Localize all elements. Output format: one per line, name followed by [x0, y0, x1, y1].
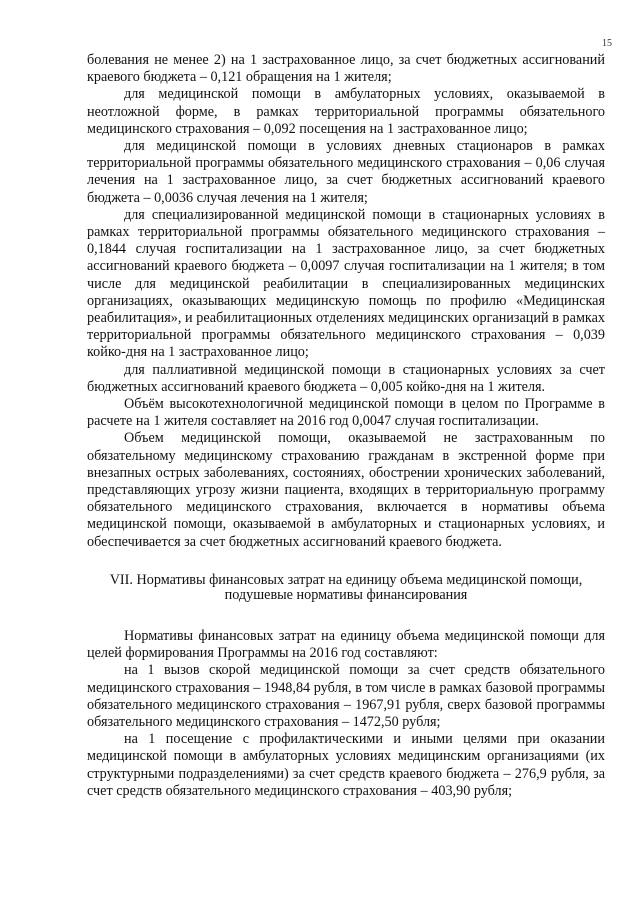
- page-number: 15: [602, 38, 612, 49]
- paragraph: Нормативы финансовых затрат на единицу объема медицинской помощи для целей формирования Программы на 2016 год составляют:: [87, 627, 605, 662]
- paragraph: на 1 посещение с профилактическими и иными целями при оказании медицинской помощи в амбулаторных условиях медицинским организациями (их структурными подразделениями) за счет средств краевого бюджета – 276,9 рубля, за счет средств обязательного медицинского страхования – 403,90 рубля;: [87, 731, 605, 799]
- paragraph: болевания не менее 2) на 1 застрахованное лицо, за счет бюджетных ассигнований краевого бюджета – 0,121 обращения на 1 жителя;: [87, 52, 605, 86]
- section-heading: [87, 573, 605, 604]
- paragraph: для специализированной медицинской помощи в стационарных условиях в рамках территориальной программы обязательного медицинского страхования – 0,1844 случая госпитализации на 1 застрахованное лицо, за счет бюджетных ассигнований краевого бюджета – 0,0097 случая госпитализации на 1 жителя; в том числе для медицинской реабилитации в специализированных медицинских организациях, оказывающих медицинскую помощь по профилю «Медицинская реабилитация», и реабилитационных отделениях медицинских организаций в рамках территориальной программы обязательного медицинского страхования – 0,039 койко-дня на 1 застрахованное лицо;: [87, 206, 605, 361]
- paragraph: на 1 вызов скорой медицинской помощи за счет средств обязательного медицинского страхования – 1948,84 рубля, в том числе в рамках базовой программы обязательного медицинского страхования – 1967,91 рубля, сверх базовой программы обязательного медицинского страхования – 1472,50 рубля;: [87, 662, 605, 730]
- section-heading-line: подушевые нормативы финансирования: [224, 587, 468, 604]
- paragraph: Объем медицинской помощи, оказываемой не застрахованным по обязательному медицинскому страхованию гражданам в экстренной форме при внезапных острых заболеваниях, состояниях, обострении хронических заболеваний, представляющих угрозу жизни пациента, входящих в территориальную программу обязательного медицинского страхования, включается в нормативы объема медицинской помощи, оказываемой в амбулаторных и стационарных условиях, и обеспечивается за счет бюджетных ассигнований краевого бюджета.: [87, 430, 605, 550]
- paragraph: Объём высокотехнологичной медицинской помощи в целом по Программе в расчете на 1 жителя составляет на 2016 год 0,0047 случая госпитализации.: [87, 396, 605, 430]
- paragraph: для медицинской помощи в условиях дневных стационаров в рамках территориальной программы обязательного медицинского страхования – 0,06 случая лечения на 1 застрахованное лицо, за счет бюджетных ассигнований краевого бюджета – 0,0036 случая лечения на 1 жителя;: [87, 138, 605, 206]
- section-heading-line: VII. Нормативы финансовых затрат на единицу объема медицинской помощи,: [109, 571, 583, 588]
- document-body: [87, 52, 605, 800]
- paragraph: для паллиативной медицинской помощи в стационарных условиях за счет бюджетных ассигнований краевого бюджета – 0,005 койко-дня на 1 жителя.: [87, 361, 605, 395]
- paragraph: для медицинской помощи в амбулаторных условиях, оказываемой в неотложной форме, в рамках территориальной программы обязательного медицинского страхования – 0,092 посещения на 1 застрахованное лицо;: [87, 86, 605, 137]
